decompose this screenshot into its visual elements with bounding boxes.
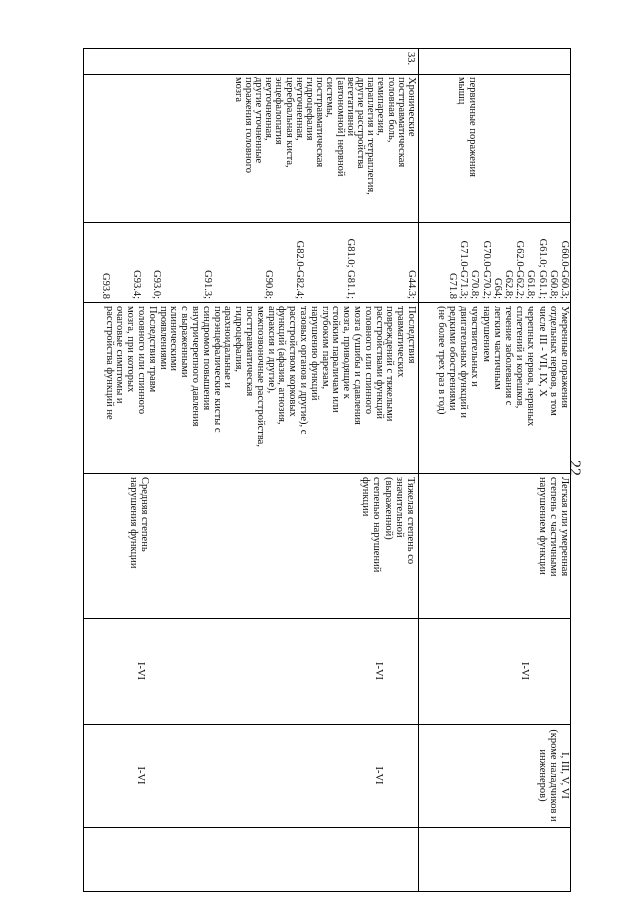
- text-line: расстройствами функций: [373, 306, 385, 420]
- text-line: проявлениями: [157, 306, 169, 370]
- text-line: Последствия травм: [146, 306, 158, 393]
- spacer: [283, 225, 293, 299]
- text-line: Хронические: [406, 77, 417, 137]
- text-line: поражения головного: [242, 77, 254, 174]
- text-line: G64;: [491, 278, 503, 299]
- text-line: отдельных нервов, в том: [547, 306, 559, 416]
- spacer: [253, 225, 263, 299]
- text-line: G70.0-G70.2;: [480, 240, 492, 299]
- text-line: гидроцефалия: [303, 77, 315, 141]
- text-line: функции: [360, 477, 372, 517]
- text-line: неуточненная,: [293, 77, 305, 141]
- row33-professions: I-VI: [373, 766, 384, 785]
- column-divider: [84, 74, 570, 75]
- spacer: [324, 225, 334, 299]
- row33-groups: I-VI: [373, 661, 384, 681]
- text-line: значительной: [393, 477, 405, 538]
- text-line: головная боль,: [385, 77, 397, 143]
- text-line: с выраженными: [179, 306, 191, 378]
- text-line: двигательных функций и: [458, 306, 470, 419]
- text-line: (выраженной): [382, 477, 394, 540]
- text-line: G93.0;: [150, 270, 162, 299]
- row-divider: [418, 49, 419, 891]
- text-line: G93.8: [99, 273, 111, 299]
- text-line: гидроцефалия,: [233, 306, 245, 373]
- spacer: [192, 225, 202, 299]
- text-line: арахноидальные и: [222, 306, 234, 389]
- text-line: степенью нарушений: [371, 477, 383, 573]
- text-line: G61.0; G61.1;: [536, 238, 548, 299]
- text-line: энцефалопатия: [273, 77, 285, 145]
- text-line: редкими обострениями: [446, 306, 458, 411]
- column-divider: [84, 302, 570, 303]
- row-number: 33.: [405, 52, 416, 66]
- text-line: Тяжелая степень со: [405, 477, 416, 565]
- text-line: расстройством корковых: [287, 306, 299, 417]
- text-line: G61.8;: [525, 270, 537, 299]
- spacer: [171, 225, 181, 299]
- text-line: стойким параличам или: [330, 306, 342, 413]
- text-line: инженеров): [536, 749, 548, 802]
- top-row-name: [456, 77, 478, 222]
- text-line: другие расстройства: [354, 77, 366, 169]
- text-line: повреждений с тяжелыми: [384, 306, 396, 422]
- column-divider: [84, 618, 570, 619]
- top-row-professions: [536, 724, 570, 827]
- text-line: мышц: [455, 77, 467, 105]
- row33-codes: [100, 225, 416, 299]
- text-line: I, III, V, VI: [559, 752, 570, 799]
- text-line: (кроме наладчиков и: [547, 729, 559, 822]
- text-line: G81.0; G81.1;: [344, 238, 356, 299]
- text-line: травматических: [395, 306, 407, 378]
- text-line: черепных нервов, нервных: [525, 306, 537, 427]
- text-line: числе III - VII, IX, X: [536, 306, 548, 397]
- text-line: G71.0-G71.3;: [458, 240, 470, 299]
- spacer: [110, 225, 120, 299]
- text-line: Последствия: [406, 306, 417, 364]
- row-last-groups: I-VI: [135, 661, 146, 681]
- text-line: G70.8;: [469, 270, 481, 299]
- column-divider: [84, 724, 570, 725]
- text-line: G62.0-G62.2;: [514, 240, 526, 299]
- row33-features: [103, 306, 416, 472]
- page-number: 22: [566, 460, 583, 476]
- top-row-degree: [536, 477, 570, 617]
- text-line: первичные поражения: [467, 77, 478, 177]
- spacer: [365, 225, 375, 299]
- text-line: мозга, при которых: [125, 306, 137, 393]
- text-line: порэнцефалические кисты с: [211, 306, 223, 433]
- spacer: [232, 225, 242, 299]
- text-line: очаговые симптомы и: [114, 306, 126, 404]
- top-row-features: [436, 306, 570, 472]
- text-line: G82.0-G82.4;: [293, 240, 305, 299]
- column-divider: [84, 473, 570, 474]
- text-line: течение заболевания с: [502, 306, 514, 406]
- text-line: клиническими: [168, 306, 180, 372]
- text-line: глубоким парезам,: [319, 306, 331, 390]
- text-line: мозга (ушибы и сдавления: [352, 306, 364, 425]
- spacer: [273, 225, 283, 299]
- spacer: [355, 225, 365, 299]
- row-last-degree: [128, 477, 150, 617]
- text-line: внутричерепного давления: [190, 306, 202, 427]
- spacer: [385, 225, 395, 299]
- text-line: G60.8;: [547, 270, 559, 299]
- row33-degree: [360, 477, 416, 617]
- text-line: тазовых органов и другие), с: [298, 306, 310, 435]
- text-line: G62.8;: [502, 270, 514, 299]
- spacer: [334, 225, 344, 299]
- spacer: [304, 225, 314, 299]
- text-line: церебральная киста,: [283, 77, 295, 168]
- text-line: нарушению функций: [308, 306, 320, 401]
- text-line: системы,: [324, 77, 336, 118]
- column-divider: [84, 827, 570, 828]
- text-line: межпозвоночные расстройства,: [254, 306, 266, 447]
- text-line: другие уточненные: [252, 77, 264, 164]
- text-line: G44.3;: [406, 270, 417, 299]
- text-line: нарушением функции: [536, 477, 548, 575]
- text-line: апраксия и другие),: [265, 306, 277, 394]
- spacer: [375, 225, 385, 299]
- text-line: мозга, приводящие к: [341, 306, 353, 399]
- spacer: [141, 225, 151, 299]
- spacer: [212, 225, 222, 299]
- text-line: G71.8: [446, 273, 458, 299]
- text-line: Умеренные поражения: [559, 306, 570, 408]
- text-line: посттравматическая: [395, 77, 407, 168]
- top-row-codes: [447, 225, 570, 299]
- text-line: синдромом повышения: [200, 306, 212, 411]
- top-row-groups: I-VI: [519, 661, 530, 681]
- text-line: нарушением: [480, 306, 492, 362]
- text-line: легким частичным: [491, 306, 503, 390]
- spacer: [222, 225, 232, 299]
- text-line: головного или спинного: [136, 306, 148, 415]
- table: [83, 48, 571, 892]
- text-line: G91.3;: [201, 270, 213, 299]
- text-line: Средняя степень: [139, 477, 150, 552]
- text-line: нарушения функции: [127, 477, 139, 569]
- spacer: [314, 225, 324, 299]
- text-line: (не более трех раз в год): [435, 306, 447, 415]
- text-line: чувствительных и: [469, 306, 481, 387]
- text-line: G90.8;: [263, 270, 275, 299]
- text-line: [автономной] нервной: [334, 77, 346, 177]
- text-line: неуточненная,: [263, 77, 275, 141]
- text-line: посттравматическая: [314, 77, 326, 168]
- spacer: [120, 225, 130, 299]
- text-line: G93.4;: [130, 270, 142, 299]
- text-line: функций (афазия, агнозия,: [276, 306, 288, 425]
- spacer: [161, 225, 171, 299]
- text-line: мозга: [232, 77, 244, 103]
- text-line: посттравматическая: [244, 306, 256, 397]
- row33-name: [232, 77, 416, 222]
- text-line: сплетений и корешков,: [514, 306, 526, 409]
- text-line: головного или спинного: [362, 306, 374, 415]
- column-divider: [84, 222, 570, 223]
- spacer: [243, 225, 253, 299]
- spacer: [396, 225, 406, 299]
- text-line: гемипарезия,: [375, 77, 387, 136]
- row-last-professions: I-VI: [135, 766, 146, 785]
- text-line: параплегия и тетраплегия,: [365, 77, 377, 195]
- text-line: расстройства функций не: [103, 306, 115, 420]
- text-line: G60.0-G60.3;: [559, 240, 570, 299]
- text-line: Легкая или умеренная: [559, 477, 570, 577]
- spacer: [181, 225, 191, 299]
- text-line: степень с частичными: [547, 477, 559, 577]
- text-line: вегетативной: [344, 77, 356, 137]
